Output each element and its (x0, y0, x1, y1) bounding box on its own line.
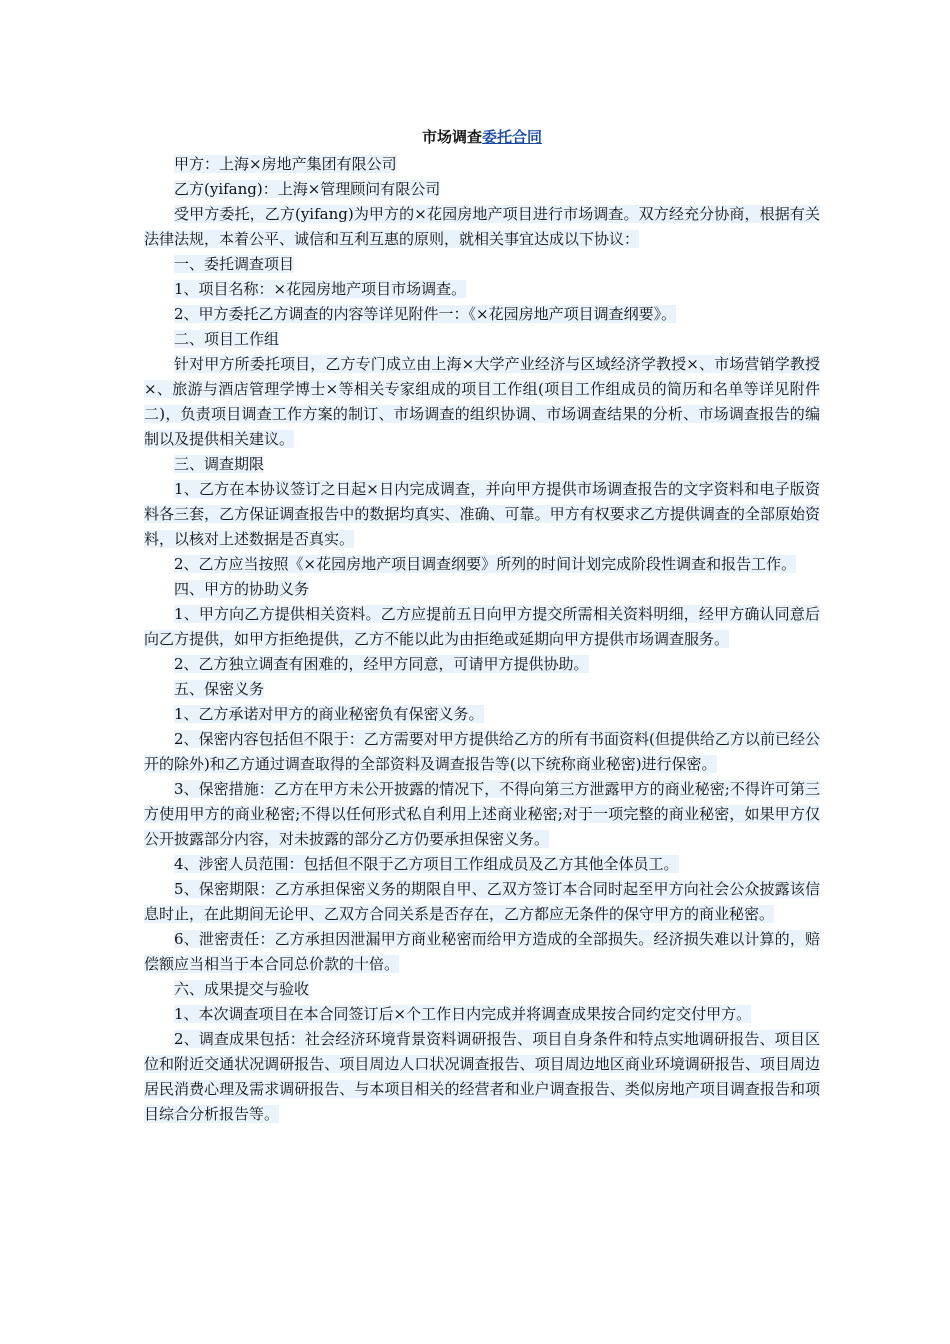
paragraph (144, 677, 820, 702)
paragraph-text: 2、乙方应当按照《×花园房地产项目调查纲要》所列的时间计划完成阶段性调查和报告工作。 (174, 555, 797, 573)
paragraph-text: 2、保密内容包括但不限于：乙方需要对甲方提供给乙方的所有书面资料(但提供给乙方以前已经公开的除外)和乙方通过调查取得的全部资料及调查报告等(以下统称商业秘密)进行保密。 (144, 730, 820, 773)
paragraph-text: 1、乙方在本协议签订之日起×日内完成调查，并向甲方提供市场调查报告的文字资料和电子版资料各三套，乙方保证调查报告中的数据均真实、准确、可靠。甲方有权要求乙方提供调查的全部原始资料，以核对上述数据是否真实。 (144, 480, 820, 548)
document-body (144, 152, 820, 1127)
paragraph-text: 4、涉密人员范围：包括但不限于乙方项目工作组成员及乙方其他全体员工。 (174, 855, 679, 873)
paragraph-text: 五、保密义务 (174, 680, 265, 698)
paragraph-text: 1、项目名称：×花园房地产项目市场调查。 (174, 280, 467, 298)
paragraph-text: 1、甲方向乙方提供相关资料。乙方应提前五日向甲方提交所需相关资料明细，经甲方确认同意后向乙方提供，如甲方拒绝提供，乙方不能以此为由拒绝或延期向甲方提供市场调查服务。 (144, 605, 820, 648)
paragraph (144, 652, 820, 677)
paragraph (144, 877, 820, 927)
paragraph (144, 452, 820, 477)
paragraph-text: 5、保密期限：乙方承担保密义务的期限自甲、乙双方签订本合同时起至甲方向社会公众披露该信息时止，在此期间无论甲、乙双方合同关系是否存在，乙方都应无条件的保守甲方的商业秘密。 (144, 880, 820, 923)
title-text: 市场调查 (421, 128, 482, 146)
paragraph (144, 1027, 820, 1127)
paragraph-text: 2、乙方独立调查有困难的，经甲方同意，可请甲方提供协助。 (174, 655, 589, 673)
paragraph-text: 6、泄密责任：乙方承担因泄漏甲方商业秘密而给甲方造成的全部损失。经济损失难以计算的，赔偿额应当相当于本合同总价款的十倍。 (144, 930, 820, 973)
paragraph (144, 577, 820, 602)
paragraph (144, 277, 820, 302)
paragraph (144, 477, 820, 552)
paragraph-text: 二、项目工作组 (174, 330, 280, 348)
paragraph (144, 252, 820, 277)
paragraph (144, 302, 820, 327)
paragraph (144, 602, 820, 652)
paragraph-text: 2、调查成果包括：社会经济环境背景资料调研报告、项目自身条件和特点实地调研报告、项目区位和附近交通状况调研报告、项目周边人口状况调查报告、项目周边地区商业环境调研报告、项目周边居民消费心理及需求调研报告、与本项目相关的经营者和业户调查报告、类似房地产项目调查报告和项目综合分析报告等。 (144, 1030, 820, 1123)
paragraph (144, 352, 820, 452)
paragraph-text: 2、甲方委托乙方调查的内容等详见附件一：《×花园房地产项目调查纲要》。 (174, 305, 677, 323)
paragraph-text: 乙方(yifang)：上海×管理顾问有限公司 (174, 180, 441, 198)
title-link[interactable]: 委托合同 (482, 128, 543, 146)
paragraph-text: 三、调查期限 (174, 455, 265, 473)
paragraph (144, 1002, 820, 1027)
paragraph-text: 3、保密措施：乙方在甲方未公开披露的情况下，不得向第三方泄露甲方的商业秘密;不得许可第三方使用甲方的商业秘密;不得以任何形式私自利用上述商业秘密;对于一项完整的商业秘密，如果甲方仅公开披露部分内容，对未披露的部分乙方仍要承担保密义务。 (144, 780, 820, 848)
paragraph-text: 1、乙方承诺对甲方的商业秘密负有保密义务。 (174, 705, 484, 723)
paragraph (144, 727, 820, 777)
paragraph-text: 一、委托调查项目 (174, 255, 295, 273)
paragraph (144, 702, 820, 727)
paragraph (144, 852, 820, 877)
paragraph-text: 针对甲方所委托项目，乙方专门成立由上海×大学产业经济与区域经济学教授×、市场营销学教授×、旅游与酒店管理学博士×等相关专家组成的项目工作组(项目工作组成员的简历和名单等详见附件二)，负责项目调查工作方案的制订、市场调查的组织协调、市场调查结果的分析、市场调查报告的编制以及提供相关建议。 (144, 355, 820, 448)
paragraph (144, 202, 820, 252)
paragraph (144, 552, 820, 577)
paragraph (144, 177, 820, 202)
paragraph-text: 甲方：上海×房地产集团有限公司 (174, 155, 397, 173)
paragraph-text: 1、本次调查项目在本合同签订后×个工作日内完成并将调查成果按合同约定交付甲方。 (174, 1005, 752, 1023)
document-title (144, 124, 820, 150)
paragraph (144, 977, 820, 1002)
paragraph (144, 327, 820, 352)
paragraph (144, 777, 820, 852)
paragraph-text: 受甲方委托，乙方(yifang)为甲方的×花园房地产项目进行市场调查。双方经充分协商，根据有关法律法规，本着公平、诚信和互利互惠的原则，就相关事宜达成以下协议： (144, 205, 820, 248)
contract-document (144, 124, 820, 1127)
paragraph (144, 152, 820, 177)
paragraph-text: 六、成果提交与验收 (174, 980, 310, 998)
paragraph (144, 927, 820, 977)
paragraph-text: 四、甲方的协助义务 (174, 580, 310, 598)
